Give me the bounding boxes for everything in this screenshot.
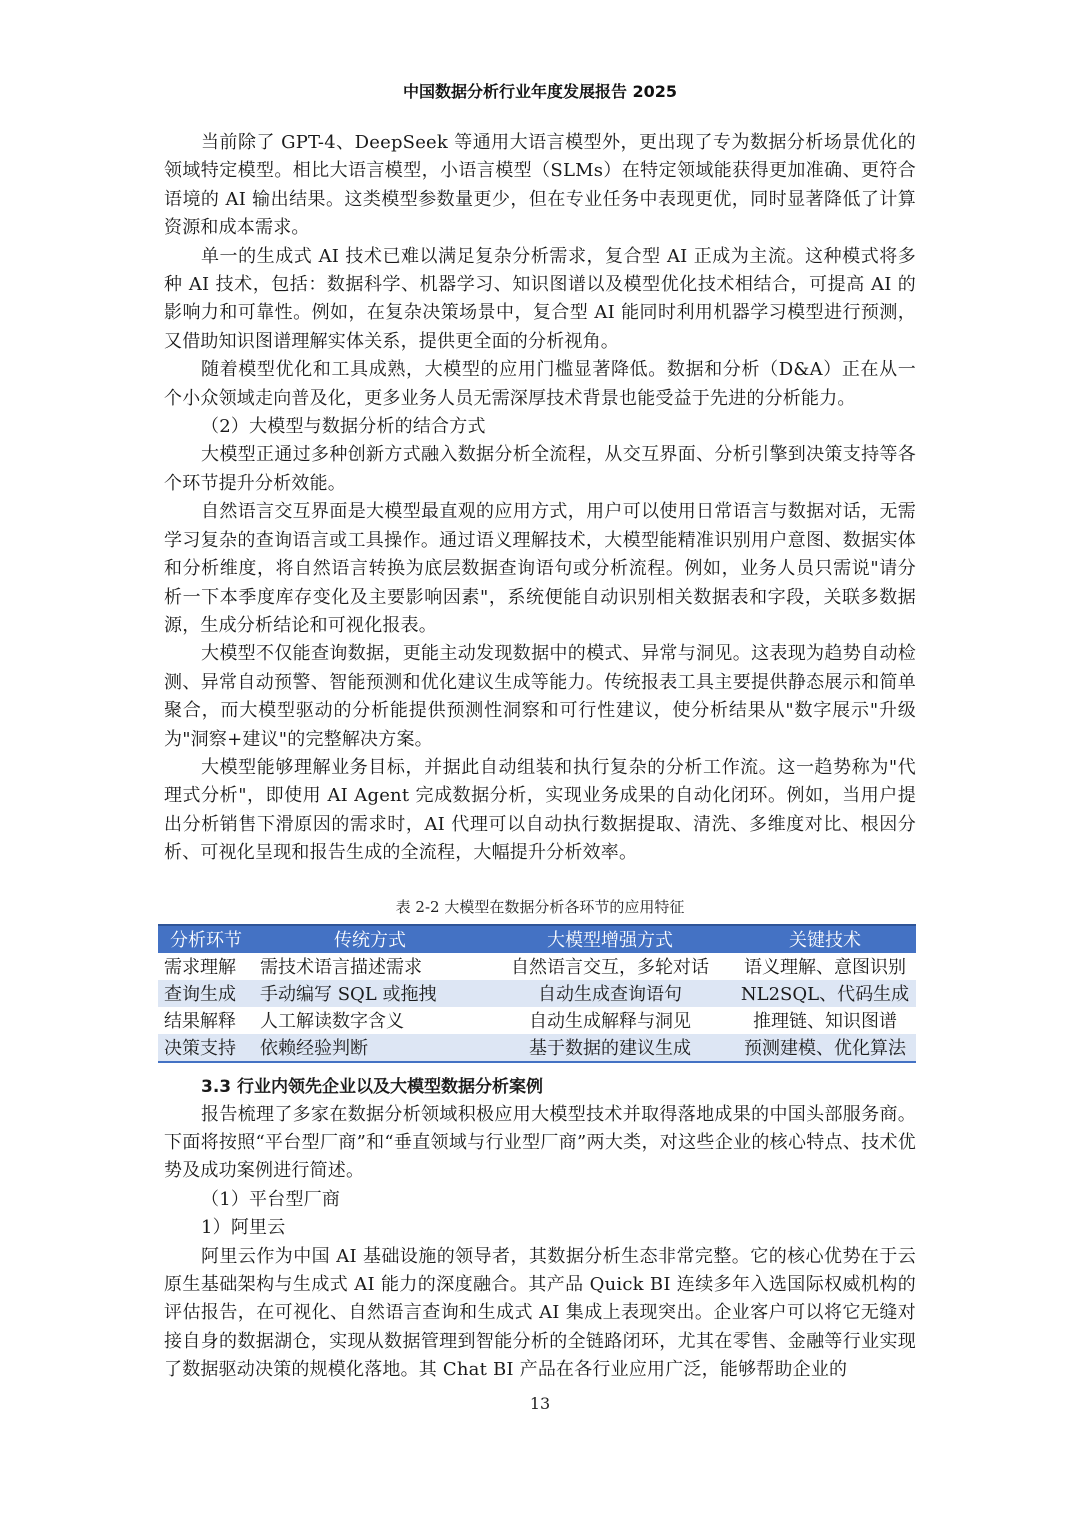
running-header: 中国数据分析行业年度发展报告 2025: [402, 82, 678, 101]
table-row: [158, 980, 916, 1007]
table-cell: 基于数据的建议生成: [486, 1034, 734, 1062]
body-paragraph: 自然语言交互界面是大模型最直观的应用方式，用户可以使用日常语言与数据对话，无需学习复杂的查询语言或工具操作。通过语义理解技术，大模型能精准识别用户意图、数据实体和分析维度，将自然语言转换为底层数据查询语句或分析流程。例如，业务人员只需说"请分析一下本季度库存变化及主要影响因素"，系统便能自动识别相关数据表和字段，关联多数据源，生成分析结论和可视化报表。: [164, 501, 916, 636]
section-heading: [164, 1073, 916, 1101]
body-paragraph: 随着模型优化和工具成熟，大模型的应用门槛显著降低。数据和分析（D&A）正在从一个小众领域走向普及化，更多业务人员无需深厚技术背景也能受益于先进的分析能力。: [164, 359, 916, 409]
table-cell: 查询生成: [158, 980, 254, 1007]
table-row: [158, 1007, 916, 1034]
section-number: 3.3: [201, 1076, 232, 1097]
section-title: 行业内领先企业以及大模型数据分析案例: [237, 1076, 544, 1097]
table-cell: 语义理解、意图识别: [744, 957, 906, 979]
table-cell: 需求理解: [164, 957, 236, 979]
table-header-cell: 关键技术: [734, 925, 916, 953]
subheading: （1）平台型厂商: [201, 1188, 341, 1210]
body-paragraph: 单一的生成式 AI 技术已难以满足复杂分析需求，复合型 AI 正成为主流。这种模式将多种 AI 技术，包括：数据科学、机器学习、知识图谱以及模型优化技术相结合，可提高 AI 的影响力和可靠性。例如，在复杂决策场景中，复合型 AI 能同时利用机器学习模型进行预测，又借助知识图谱理解实体关系，提供更全面的分析视角。: [164, 245, 916, 352]
table-cell: 需技术语言描述需求: [260, 957, 422, 979]
table-row: [158, 953, 916, 980]
page-body: [164, 129, 916, 1385]
table-cell: 自动生成查询语句: [486, 980, 734, 1007]
table-header-cell: 传统方式: [254, 925, 486, 953]
body-paragraph: 大模型能够理解业务目标，并据此自动组装和执行复杂的分析工作流。这一趋势称为"代理式分析"，即使用 AI Agent 完成数据分析，实现业务成果的自动化闭环。例如，当用户提出分析销售下滑原因的需求时，AI 代理可以自动执行数据提取、清洗、多维度对比、根因分析、可视化呈现和报告生成的全流程，大幅提升分析效率。: [164, 756, 916, 864]
body-paragraph: 报告梳理了多家在数据分析领域积极应用大模型技术并取得落地成果的中国头部服务商。下面将按照“平台型厂商”和“垂直领域与行业型厂商”两大类，对这些企业的核心特点、技术优势及成功案例进行简述。: [164, 1103, 916, 1182]
table-cell: 决策支持: [158, 1034, 254, 1062]
subheading: 1）阿里云: [201, 1217, 286, 1239]
table-header-cell: 分析环节: [158, 925, 254, 953]
table-header-cell: 大模型增强方式: [486, 925, 734, 953]
table-cell: 自动生成解释与洞见: [529, 1011, 691, 1033]
table-header-row: [158, 925, 916, 953]
table-cell: 预测建模、优化算法: [734, 1034, 916, 1062]
table-cell: 结果解释: [164, 1011, 236, 1033]
table-cell: 依赖经验判断: [254, 1034, 486, 1062]
body-paragraph: 大模型正通过多种创新方式融入数据分析全流程，从交互界面、分析引擎到决策支持等各个环节提升分析效能。: [164, 444, 916, 494]
application-features-table: [158, 924, 916, 1063]
page-number: 13: [529, 1394, 551, 1413]
table-row: [158, 1034, 916, 1062]
table-cell: NL2SQL、代码生成: [734, 980, 916, 1007]
table-cell: 手动编写 SQL 或拖拽: [254, 980, 486, 1007]
body-paragraph: 当前除了 GPT-4、DeepSeek 等通用大语言模型外，更出现了专为数据分析场景优化的领域特定模型。相比大语言模型，小语言模型（SLMs）在特定领域能获得更加准确、更符合语境的 AI 输出结果。这类模型参数量更少，但在专业任务中表现更优，同时显著降低了计算资源和成本需求。: [164, 132, 916, 239]
table-caption: 表 2-2 大模型在数据分析各环节的应用特征: [395, 897, 685, 916]
table-cell: 自然语言交互，多轮对话: [511, 957, 709, 979]
body-paragraph: 阿里云作为中国 AI 基础设施的领导者，其数据分析生态非常完整。它的核心优势在于云原生基础架构与生成式 AI 能力的深度融合。其产品 Quick BI 连续多年入选国际权威机构的评估报告，在可视化、自然语言查询和生成式 AI 集成上表现突出。企业客户可以将它无缝对接自身的数据湖仓，实现从数据管理到智能分析的全链路闭环，尤其在零售、金融等行业实现了数据驱动决策的规模化落地。其 Chat BI 产品在各行业应用广泛，能够帮助企业的: [164, 1245, 916, 1381]
body-paragraph: 大模型不仅能查询数据，更能主动发现数据中的模式、异常与洞见。这表现为趋势自动检测、异常自动预警、智能预测和优化建议生成等能力。传统报表工具主要提供静态展示和简单聚合，而大模型驱动的分析能提供预测性洞察和可行性建议，使分析结果从"数字展示"升级为"洞察+建议"的完整解决方案。: [164, 643, 916, 750]
table-cell: 人工解读数字含义: [260, 1011, 404, 1033]
table-cell: 推理链、知识图谱: [753, 1011, 897, 1033]
subheading: （2）大模型与数据分析的结合方式: [201, 416, 486, 438]
